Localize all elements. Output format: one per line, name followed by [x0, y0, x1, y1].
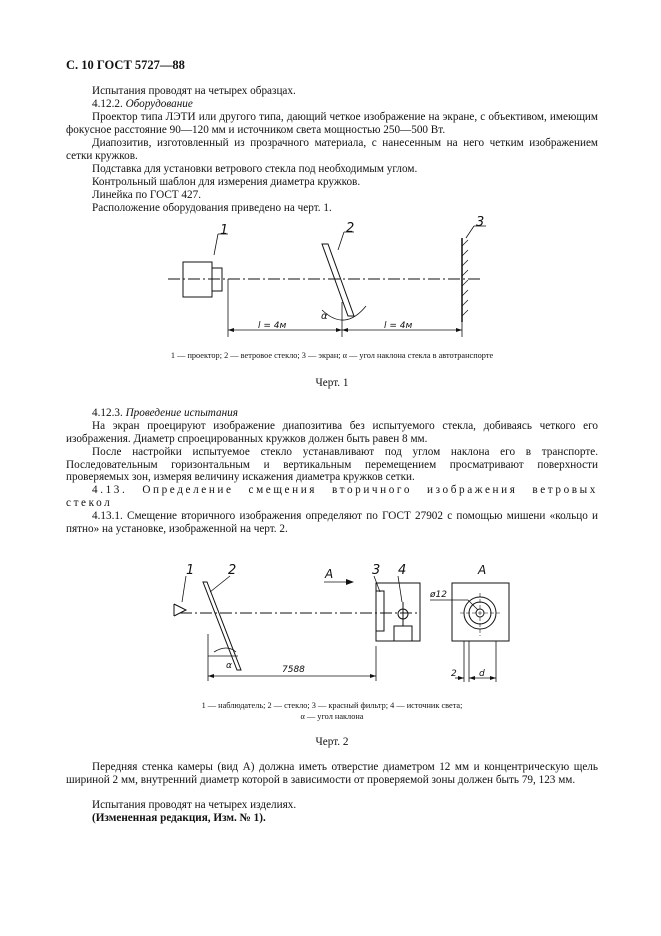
paragraph: После настройки испытуемое стекло устанавливают под углом наклона его в транспорте. Последовательным горизонтальным и вертикальным перемещением просматривают поверхности проверяемых зон, измеряя величину искажения диаметра кружков сетки.	[66, 446, 598, 484]
light-source-base	[394, 626, 412, 641]
glass	[203, 582, 241, 670]
paragraph: Проектор типа ЛЭТИ или другого типа, дающий четкое изображение на экране, с объективом, имеющим фокусное расстояние 90—120 мм и источником света мощностью 250—500 Вт.	[66, 111, 598, 136]
figure-2-title: Черт. 2	[315, 736, 349, 748]
dim-label-right: l = 4м	[384, 321, 413, 331]
view-a-arrow-label: А	[325, 567, 334, 581]
paragraph: Подставка для установки ветрового стекла под необходимым углом.	[92, 163, 418, 175]
section-heading	[66, 98, 598, 111]
angle-label: α	[321, 311, 328, 322]
paragraph: 4.13.1. Смещение вторичного изображения определяют по ГОСТ 27902 с помощью мишени «кольцо и пятно» на установке, изображенной на черт. 2.	[66, 510, 598, 535]
section-heading	[66, 407, 598, 420]
paragraph: Испытания проводят на четырех изделиях.	[92, 799, 297, 811]
figure-1-caption: 1 — проектор; 2 — ветровое стекло; 3 — экран; α — угол наклона стекла в автотранспорте	[170, 351, 494, 360]
figure-2-caption-line1: 1 — наблюдатель; 2 — стекло; 3 — красный фильтр; 4 — источник света;	[201, 701, 463, 710]
label-2: 2	[228, 563, 237, 578]
page-header: С. 10 ГОСТ 5727—88	[66, 58, 185, 72]
dim-2-label: 2	[451, 669, 457, 679]
diameter-label: ø12	[430, 590, 447, 600]
amendment-note: (Измененная редакция, Изм. № 1).	[92, 812, 266, 824]
label-4: 4	[398, 563, 407, 578]
paragraph: Испытания проводят на четырех образцах.	[92, 85, 296, 97]
distance-label: 7588	[282, 665, 305, 675]
view-a-face	[452, 583, 509, 641]
paragraph: Линейка по ГОСТ 427.	[92, 189, 201, 201]
angle-arc	[322, 306, 366, 320]
figure-1-title: Черт. 1	[315, 377, 349, 389]
label-1: 1	[220, 223, 229, 238]
label-3: 3	[476, 215, 485, 230]
windshield-glass	[322, 244, 354, 316]
paragraph: Расположение оборудования приведено на черт. 1.	[92, 202, 332, 214]
section-heading-spaced: 4.13. Определение смещения вторичного изображения ветровых стекол	[66, 484, 598, 509]
dim-label-left: l = 4м	[258, 321, 287, 331]
screen-hatching	[462, 240, 468, 316]
angle-label: α	[226, 661, 232, 671]
paragraph: На экран проецируют изображение диапозитива без испытуемого стекла, добиваясь четкого его изображения. Диаметр спроецированных кружков должен быть равен 8 мм.	[66, 420, 598, 445]
label-2: 2	[346, 221, 355, 236]
section-title: Проведение испытания	[125, 407, 238, 419]
label-1: 1	[186, 563, 195, 578]
arrows	[208, 579, 496, 680]
view-a-title: А	[478, 563, 487, 577]
figure-2-drawing	[0, 556, 661, 696]
observer-eye	[174, 604, 186, 616]
section-title: Оборудование	[125, 98, 193, 110]
paragraph: Контрольный шаблон для измерения диаметра кружков.	[92, 176, 361, 188]
paragraph: Передняя стенка камеры (вид А) должна иметь отверстие диаметром 12 мм и концентрическую щель шириной 2 мм, внутренний диаметр которой в зависимости от проверяемой зоны должен быть 79, 123 мм.	[66, 761, 598, 786]
section-number: 4.12.3.	[92, 407, 123, 419]
figure-1-drawing	[0, 215, 661, 372]
dim-d-label: d	[479, 669, 485, 679]
label-3: 3	[372, 563, 381, 578]
paragraph: Диапозитив, изготовленный из прозрачного материала, с нанесенным на него четким изображением сетки кружков.	[66, 137, 598, 162]
red-filter	[376, 591, 384, 631]
figure-2-caption-line2: α — угол наклона	[300, 712, 364, 721]
section-number: 4.12.2.	[92, 98, 123, 110]
